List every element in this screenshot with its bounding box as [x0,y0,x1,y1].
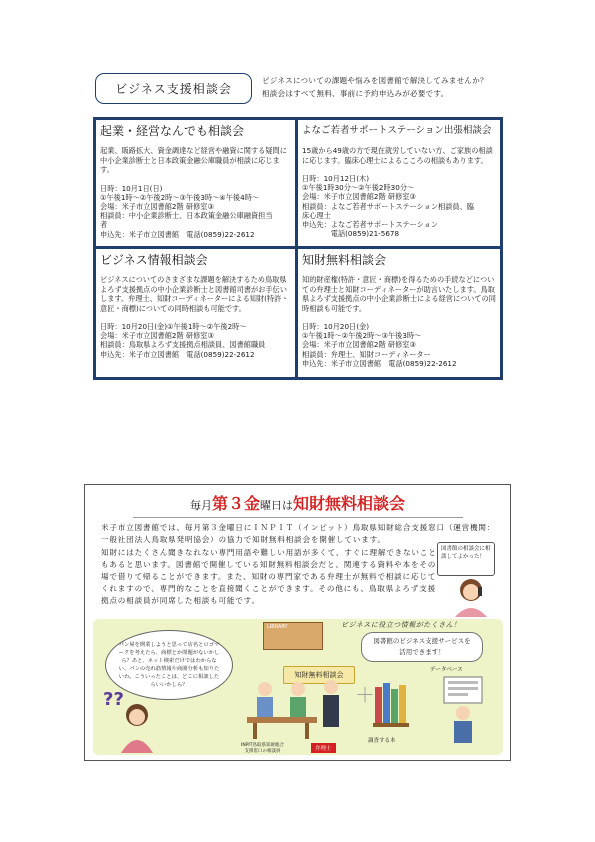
consultation-details [100,184,292,239]
bookshelf-icon [373,677,413,733]
flyer-title-ip-consult: 知財無料相談会 [293,494,406,513]
consultation-details [100,322,292,359]
detail-line: 日時：10月20日(金)①午後1時〜②午後2時〜 [100,322,247,331]
inpit-label-line-1: INPIT鳥取県知財総合 [241,743,284,748]
library-sign-text: LIBRARY [267,624,288,630]
consultation-grid [93,117,503,380]
detail-line: 相談員：よなご若者サポートステーション相談員、臨 [302,201,474,211]
consultation-title: ビジネス情報相談会 [100,253,208,267]
flyer-paragraph-2: 知財にはたくさん聞きなれない専門用語や難しい用語が多くて、すぐに理解できないこともあると思います。図書館で開催している知財無料相談会だと、関連する資料や本をその場で借りて帰ることができます。また、知財の専門家である弁理士が無料で相談に応じてくれますので、専門的なことを直接聞くことができます。その他にも、鳥取県よろず支援拠点の相談員が同席した相談も可能です。 [101,548,437,605]
consultation-title: よなご若者サポートステーション出張相談会 [302,125,492,136]
inpit-label [241,743,284,755]
detail-line: 申込先：米子市立図書館 電話(0859)22-2612 [100,229,255,239]
detail-line: ①午後1時〜②午後2時〜③午後3時〜 [302,331,422,341]
intro-text [262,74,542,100]
detail-line: 申込先：米子市立図書館 電話(0859)22-2612 [100,349,255,359]
detail-line: 床心理士 [302,210,331,220]
intro-line-1: ビジネスについての課題や悩みを図書館で解決してみませんか？ [262,76,488,85]
consultation-details [302,322,497,368]
flyer-title-pre: 毎月 [189,499,212,512]
flyer-title-third-friday: 第３金 [211,494,260,513]
question-marks: ?? [103,689,124,710]
consultation-title: 起業・経営なんでも相談会 [100,124,245,138]
detail-line: 相談員：鳥取県よろず支援拠点相談員、図書館職員 [100,340,266,350]
consultation-description: 起業、販路拡大、資金調達など経営や融資に関する疑問に中小企業診断士と日本政策金融公庫職員が相談に応じます。 [100,146,287,174]
consultation-business-info [96,249,295,377]
detail-line: 申込先：米子市立図書館 電話(0859)22-2612 [302,358,457,368]
illustration-panel [93,619,503,755]
flyer-paragraph-1: 米子市立図書館では、毎月第３金曜日にＩＮＰＩＴ（インピット）鳥取県知財総合支援窓口（運営機関：一般社団法人鳥取県発明協会）の協力で知財無料相談会を開催しています。 [101,523,496,544]
consultation-scene-illustration [243,679,353,741]
detail-line: 相談員：中小企業診断士、日本政策金融公庫融資担当 [100,211,273,221]
detail-line: 会場：米子市立図書館2階 研修室③ [302,192,416,202]
library-service-box [361,632,483,662]
speech-bubble-right: 図書館の相談会に相談してよかった！ [437,542,495,576]
detail-line: 者 [100,220,108,230]
consultation-description: 15歳から49歳の方で現在就労していない方、ご家族の相談に応じます。臨床心理士によるこころの相談もあります。 [302,146,493,165]
flyer-title [85,491,510,514]
detail-line: 日時：10月1日(日) [100,183,163,193]
detail-line: 会場：米子市立図書館2階 研修室③ [100,331,214,341]
database-label: データベース [430,667,463,673]
consultation-youth-support [298,120,500,246]
detail-line: ①午後1時〜②午後2時〜③午後3時〜④午後4時〜 [100,192,260,202]
section-title: ビジネス支援相談会 [115,82,232,96]
flyer-title-mid: 曜日は [260,499,293,512]
flyer-divider [133,517,463,518]
detail-line: 日時：10月20日(金) [302,322,370,331]
consult-banner: 知財無料相談会 [283,666,355,684]
info-stamp: ビジネスに役立つ情報がたくさん！ [341,621,461,629]
detail-line: 電話(0859)21-5678 [302,229,400,239]
research-books-label: 調査する本 [368,738,396,744]
detail-line: 会場：米子市立図書館2階 研修室③ [100,201,214,211]
service-line-2: 活用できます！ [399,648,445,656]
detail-line: 日時：10月12日(木) [302,174,370,183]
detail-line: 会場：米子市立図書館2階 研修室③ [302,340,416,350]
thinking-woman-illustration [117,701,157,753]
consultation-title: 知財無料相談会 [302,253,387,267]
detail-line: ①午後1時30分〜②午後2時30分〜 [302,183,415,193]
benrishi-label: 弁理士 [311,743,336,753]
consultation-description: ビジネスについてのさまざまな課題を解決するため鳥取県よろず支援拠点の中小企業診断士と図書館司書がお手伝いします。弁理士、知財コーディネーターによる知財(特許・意匠・商標)についての同時相談も可能です。 [100,275,289,313]
service-line-1: 図書館のビジネス支援サービスを [373,637,471,645]
intro-line-2: 相談会はすべて無料、事前に予約申込みが必要です。 [262,89,449,98]
woman-phone-illustration [445,577,497,617]
plus-icon: ＋ [355,683,375,707]
speech-bubble-left: パン屋を開業しようと思って店名とロゴマークを考えたら、商標とか問題がないかしら？あと、ネット検索だけではわからない、パンの売れ筋情報や商圏分析も知りたいわ。こういったことは、どこに相談したらいいかしら？ [105,630,233,700]
inpit-label-line-2: 支援窓口の相談員 [244,749,281,754]
consultation-startup [96,120,295,246]
consultation-details [302,174,497,238]
section-title-box [95,73,252,104]
detail-line: 相談員：弁理士、知財コーディネーター [302,349,431,359]
detail-line: 申込先：よなご若者サポートステーション [302,220,439,230]
database-user-illustration [438,675,488,745]
consultation-ip [298,249,500,377]
consultation-description: 知的財産権(特許・意匠・商標)を得るための手続などについての弁理士と知財コーディネーターが助言いたします。鳥取県よろず支援拠点の中小企業診断士による経営についての同時相談も可能です。 [302,275,496,313]
ip-flyer [84,484,511,761]
